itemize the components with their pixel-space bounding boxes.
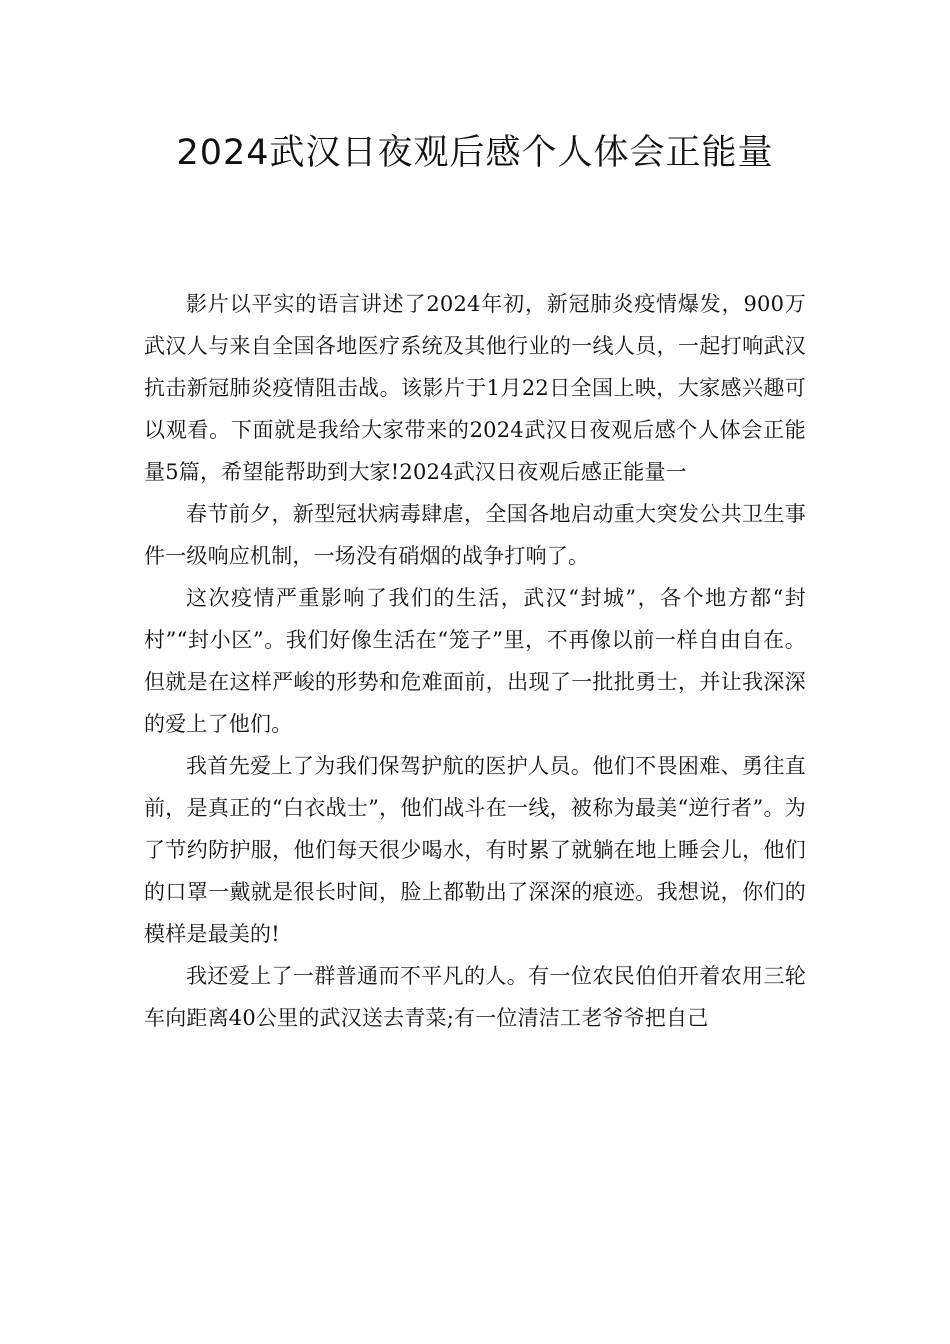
document-body (144, 283, 806, 1039)
document-title: 2024武汉日夜观后感个人体会正能量 (176, 133, 774, 173)
paragraph-medical-staff: 我首先爱上了为我们保驾护航的医护人员。他们不畏困难、勇往直前，是真正的“白衣战士”，他们战斗在一线，被称为最美“逆行者”。为了节约防护服，他们每天很少喝水，有时累了就躺在地上睡会儿，他们的口罩一戴就是很长时间，脸上都勒出了深深的痕迹。我想说，你们的模样是最美的! (144, 754, 806, 946)
paragraph-intro: 影片以平实的语言讲述了2024年初，新冠肺炎疫情爆发，900万武汉人与来自全国各地医疗系统及其他行业的一线人员，一起打响武汉抗击新冠肺炎疫情阻击战。该影片于1月22日全国上映，大家感兴趣可以观看。下面就是我给大家带来的2024武汉日夜观后感个人体会正能量5篇，希望能帮助到大家!2024武汉日夜观后感正能量一 (144, 292, 806, 484)
paragraph-spring-festival: 春节前夕，新型冠状病毒肆虐，全国各地启动重大突发公共卫生事件一级响应机制，一场没有硝烟的战争打响了。 (144, 502, 806, 568)
paragraph-ordinary-people: 我还爱上了一群普通而不平凡的人。有一位农民伯伯开着农用三轮车向距离40公里的武汉送去青菜;有一位清洁工老爷爷把自己 (144, 964, 806, 1030)
paragraph-epidemic-impact: 这次疫情严重影响了我们的生活，武汉“封城”，各个地方都“封村”“封小区”。我们好像生活在“笼子”里，不再像以前一样自由自在。但就是在这样严峻的形势和危难面前，出现了一批批勇士，并让我深深的爱上了他们。 (144, 586, 806, 736)
